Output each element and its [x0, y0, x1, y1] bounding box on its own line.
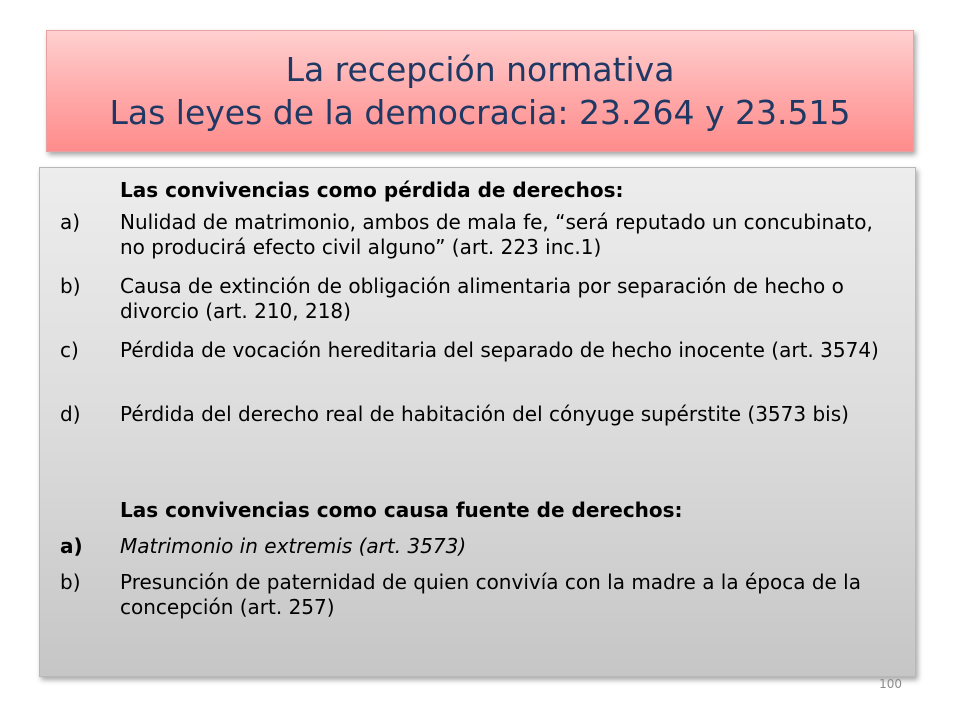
item-text: Matrimonio in extremis (art. 3573) — [120, 534, 467, 558]
item-marker: b) — [60, 570, 81, 594]
content-box — [39, 167, 916, 677]
section1-item-a — [60, 210, 890, 260]
section1-item-b — [60, 274, 890, 324]
section1-item-c — [60, 338, 890, 363]
section2-heading: Las convivencias como causa fuente de derechos: — [120, 498, 683, 522]
title-box — [46, 30, 914, 152]
title-line-2: Las leyes de la democracia: 23.264 y 23.515 — [109, 93, 851, 132]
item-marker: b) — [60, 274, 81, 298]
item-text: Nulidad de matrimonio, ambos de mala fe, “será reputado un concubinato, no producirá efecto civil alguno” (art. 223 inc.1) — [120, 210, 873, 259]
page-number: 100 — [879, 677, 902, 691]
item-marker: a) — [60, 534, 83, 558]
item-text: Pérdida de vocación hereditaria del separado de hecho inocente (art. 3574) — [120, 338, 879, 362]
section1-item-d — [60, 402, 890, 427]
item-text: Presunción de paternidad de quien convivía con la madre a la época de la concepción (art. 257) — [120, 570, 861, 619]
title-line-1: La recepción normativa — [285, 50, 675, 89]
item-marker: a) — [60, 210, 81, 234]
item-marker: d) — [60, 402, 81, 426]
section2-item-b — [60, 570, 890, 620]
item-text: Causa de extinción de obligación alimentaria por separación de hecho o divorcio (art. 210, 218) — [120, 274, 844, 323]
section1-heading: Las convivencias como pérdida de derechos: — [120, 178, 624, 202]
section2-item-a — [60, 534, 890, 559]
item-marker: c) — [60, 338, 79, 362]
item-text: Pérdida del derecho real de habitación del cónyuge supérstite (3573 bis) — [120, 402, 849, 426]
